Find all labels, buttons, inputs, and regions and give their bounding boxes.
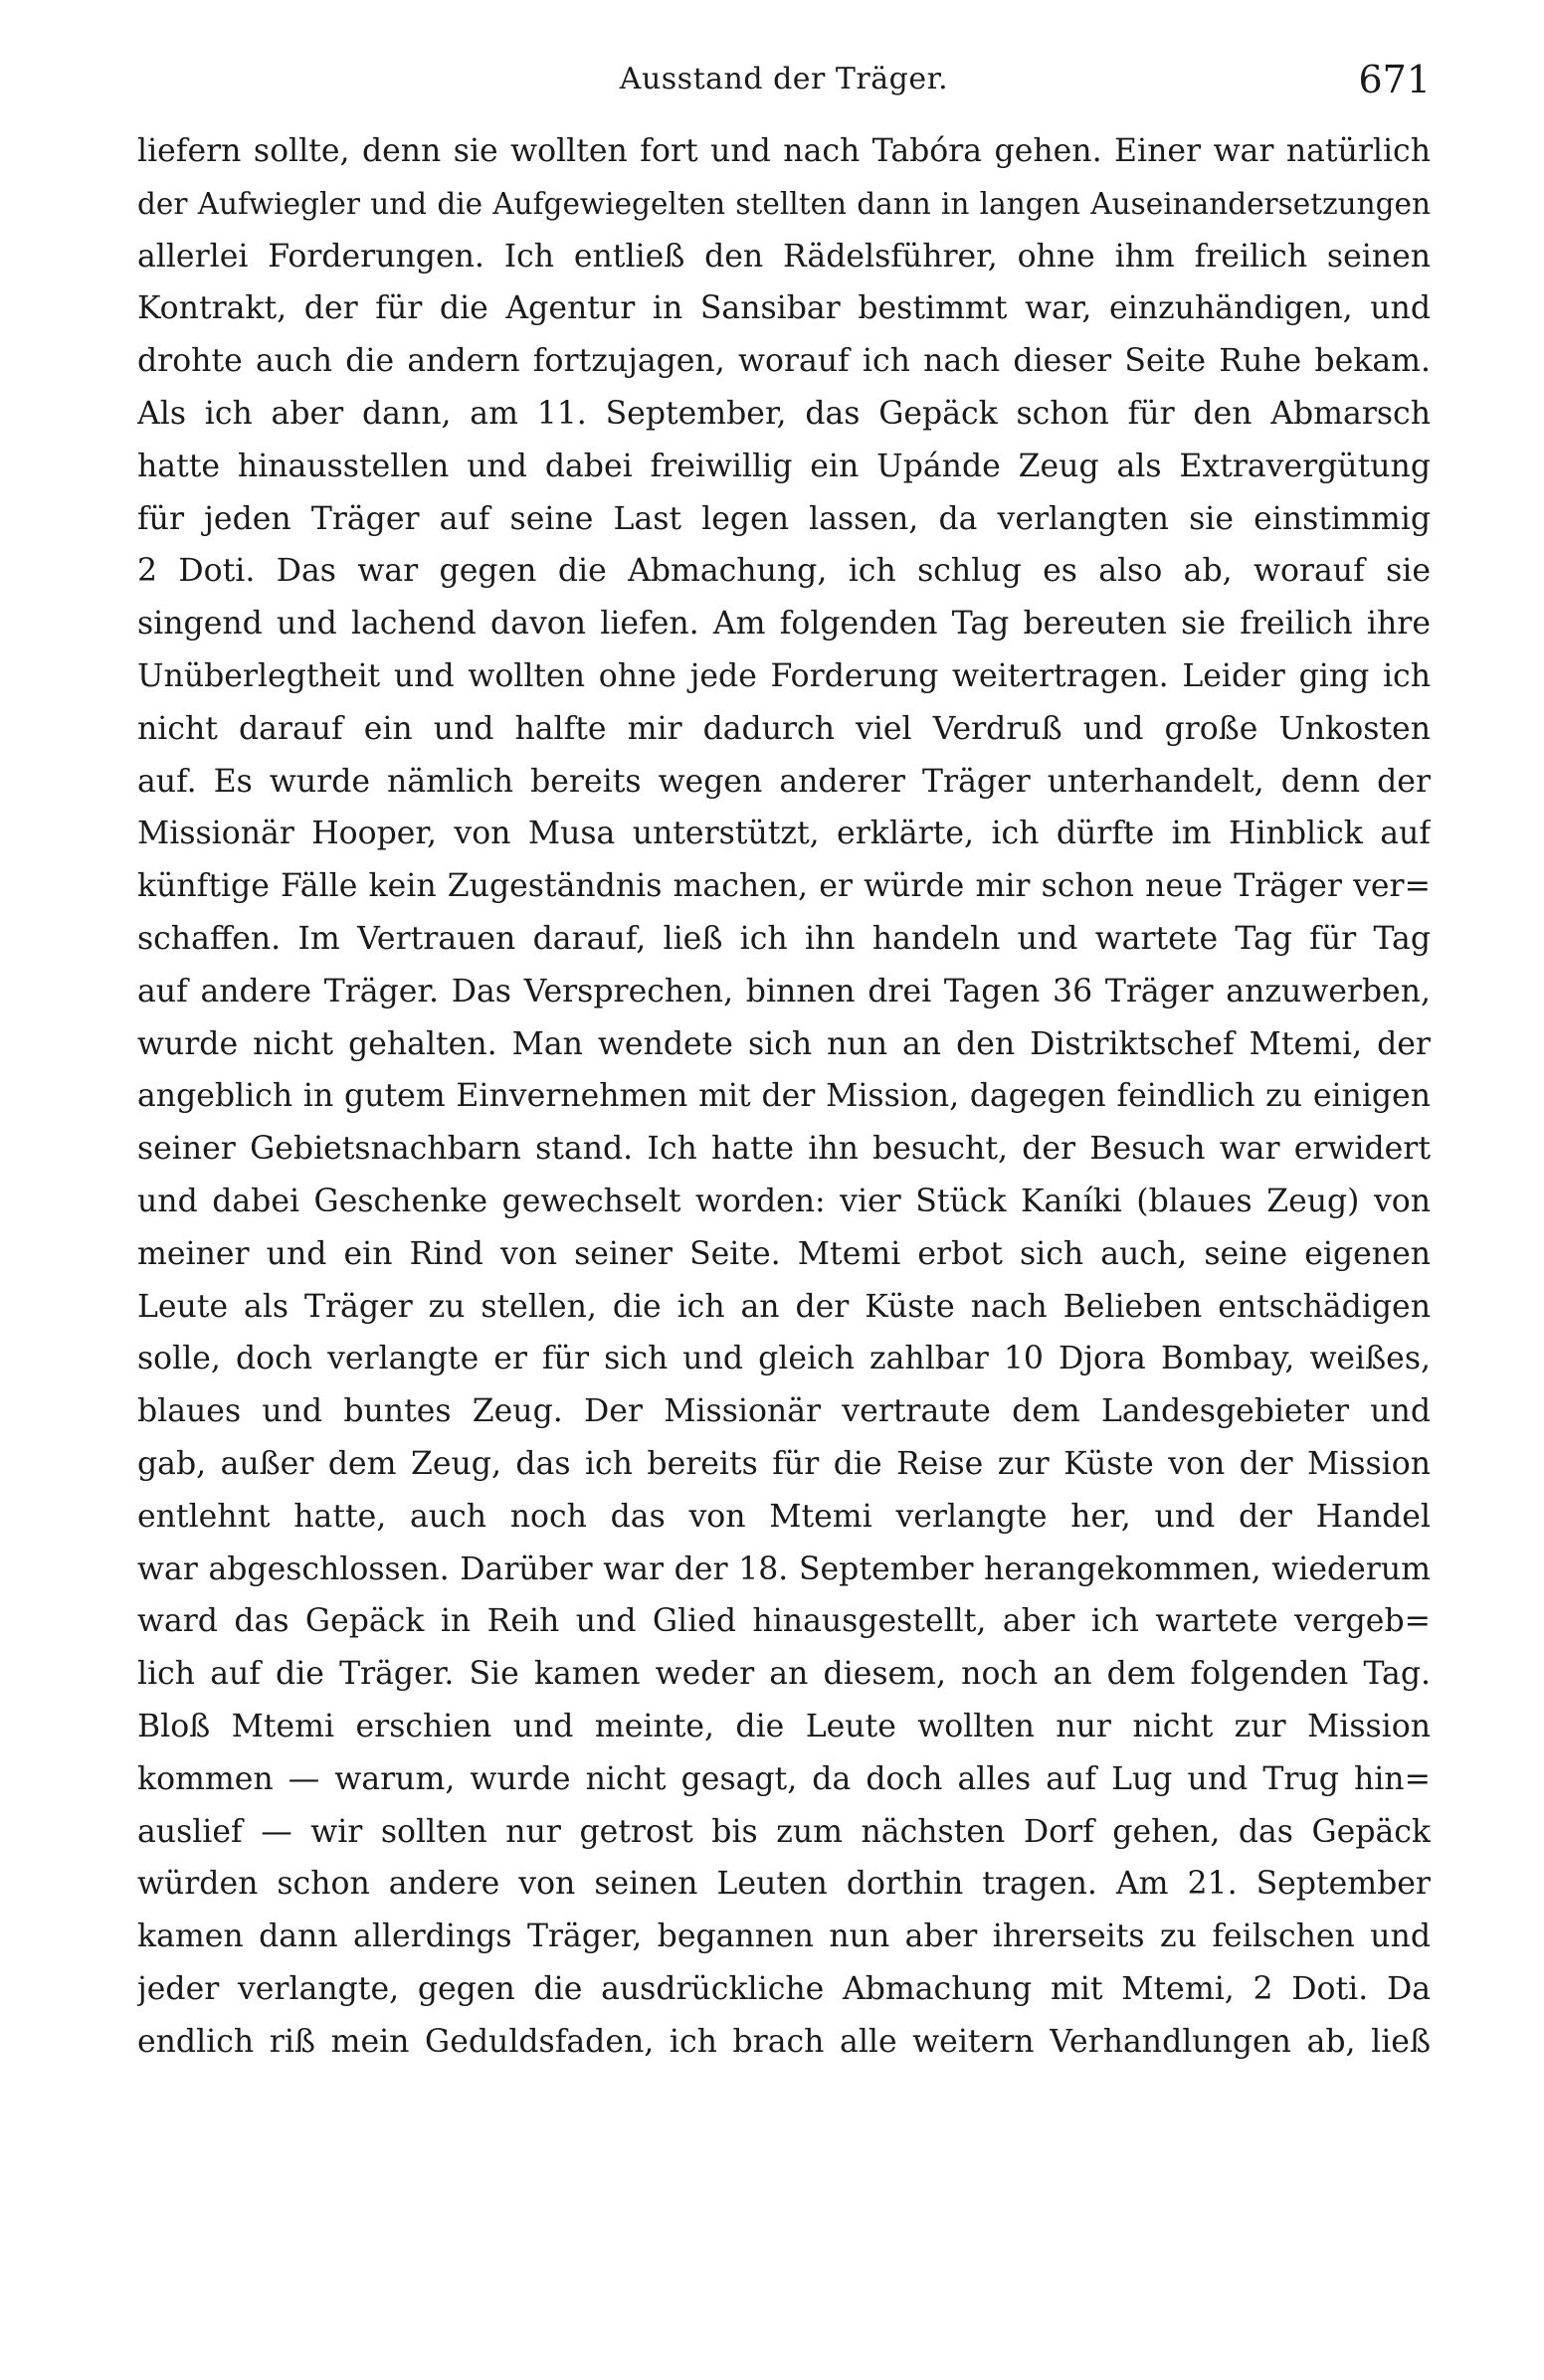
text-line: blaues und buntes Zeug. Der Missionär vertraute dem Landesgebieter und [137, 1393, 1431, 1430]
running-header [137, 58, 1431, 107]
text-line: lich auf die Träger. Sie kamen weder an diesem, noch an dem folgenden Tag. [137, 1656, 1431, 1693]
text-line: seiner Gebietsnachbarn stand. Ich hatte ihn besucht, der Besuch war erwidert [137, 1131, 1431, 1168]
running-title: Ausstand der Träger. [619, 62, 949, 96]
text-line: solle, doch verlangte er für sich und gleich zahlbar 10 Djora Bombay, weißes, [137, 1341, 1431, 1377]
text-line: Unüberlegtheit und wollten ohne jede Forderung weitertragen. Leider ging ich [137, 657, 1431, 694]
text-line: meiner und ein Rind von seiner Seite. Mtemi erbot sich auch, seine eigenen [137, 1235, 1431, 1272]
text-line: 2 Doti. Das war gegen die Abmachung, ich schlug es also ab, worauf sie [137, 553, 1431, 590]
text-line: ward das Gepäck in Reih und Glied hinausgestellt, aber ich wartete vergeb= [137, 1603, 1431, 1640]
text-line: wurde nicht gehalten. Man wendete sich nun an den Distriktschef Mtemi, der [137, 1025, 1431, 1062]
text-line: nicht darauf ein und halfte mir dadurch viel Verdruß und große Unkosten [137, 710, 1431, 747]
text-line: gab, außer dem Zeug, das ich bereits für die Reise zur Küste von der Mission [137, 1445, 1431, 1482]
page-number: 671 [1358, 58, 1431, 101]
body-text [137, 125, 1431, 2068]
text-line: kommen — warum, wurde nicht gesagt, da doch alles auf Lug und Trug hin= [137, 1760, 1431, 1797]
text-line: für jeden Träger auf seine Last legen lassen, da verlangten sie einstimmig [137, 500, 1431, 537]
text-line: jeder verlangte, gegen die ausdrückliche Abmachung mit Mtemi, 2 Doti. Da [137, 1970, 1431, 2007]
text-line: allerlei Forderungen. Ich entließ den Rädelsführer, ohne ihm freilich seinen [137, 238, 1431, 275]
text-line: künftige Fälle kein Zugeständnis machen, er würde mir schon neue Träger ver= [137, 868, 1431, 905]
text-line: liefern sollte, denn sie wollten fort und nach Tabóra gehen. Einer war natürlich [137, 133, 1431, 169]
text-line: endlich riß mein Geduldsfaden, ich brach alle weitern Verhandlungen ab, ließ [137, 2023, 1431, 2060]
text-line: Kontrakt, der für die Agentur in Sansibar bestimmt war, einzuhändigen, und [137, 290, 1431, 327]
text-line: Leute als Träger zu stellen, die ich an der Küste nach Belieben entschädigen [137, 1288, 1431, 1325]
text-line: Bloß Mtemi erschien und meinte, die Leute wollten nur nicht zur Mission [137, 1708, 1431, 1744]
text-line: und dabei Geschenke gewechselt worden: vier Stück Kaníki (blaues Zeug) von [137, 1183, 1431, 1219]
text-line: auf. Es wurde nämlich bereits wegen anderer Träger unterhandelt, denn der [137, 763, 1431, 800]
text-line: Missionär Hooper, von Musa unterstützt, erklärte, ich dürfte im Hinblick auf [137, 816, 1431, 852]
text-line: der Aufwiegler und die Aufgewiegelten stellten dann in langen Auseinandersetzungen [137, 186, 1431, 221]
text-line: kamen dann allerdings Träger, begannen nun aber ihrerseits zu feilschen und [137, 1919, 1431, 1955]
text-line: hatte hinausstellen und dabei freiwillig ein Upánde Zeug als Extravergütung [137, 448, 1431, 484]
text-line: schaffen. Im Vertrauen darauf, ließ ich ihn handeln und wartete Tag für Tag [137, 920, 1431, 957]
text-line: würden schon andere von seinen Leuten dorthin tragen. Am 21. September [137, 1866, 1431, 1903]
text-line: drohte auch die andern fortzujagen, worauf ich nach dieser Seite Ruhe bekam. [137, 343, 1431, 380]
text-line: auf andere Träger. Das Versprechen, binnen drei Tagen 36 Träger anzuwerben, [137, 973, 1431, 1009]
text-line: war abgeschlossen. Darüber war der 18. September herangekommen, wiederum [137, 1551, 1431, 1587]
text-line: auslief — wir sollten nur getrost bis zum nächsten Dorf gehen, das Gepäck [137, 1813, 1431, 1850]
text-line: angeblich in gutem Einvernehmen mit der Mission, dagegen feindlich zu einigen [137, 1078, 1431, 1115]
text-line: singend und lachend davon liefen. Am folgenden Tag bereuten sie freilich ihre [137, 606, 1431, 642]
text-line: entlehnt hatte, auch noch das von Mtemi verlangte her, und der Handel [137, 1498, 1431, 1535]
text-line: Als ich aber dann, am 11. September, das Gepäck schon für den Abmarsch [137, 395, 1431, 432]
